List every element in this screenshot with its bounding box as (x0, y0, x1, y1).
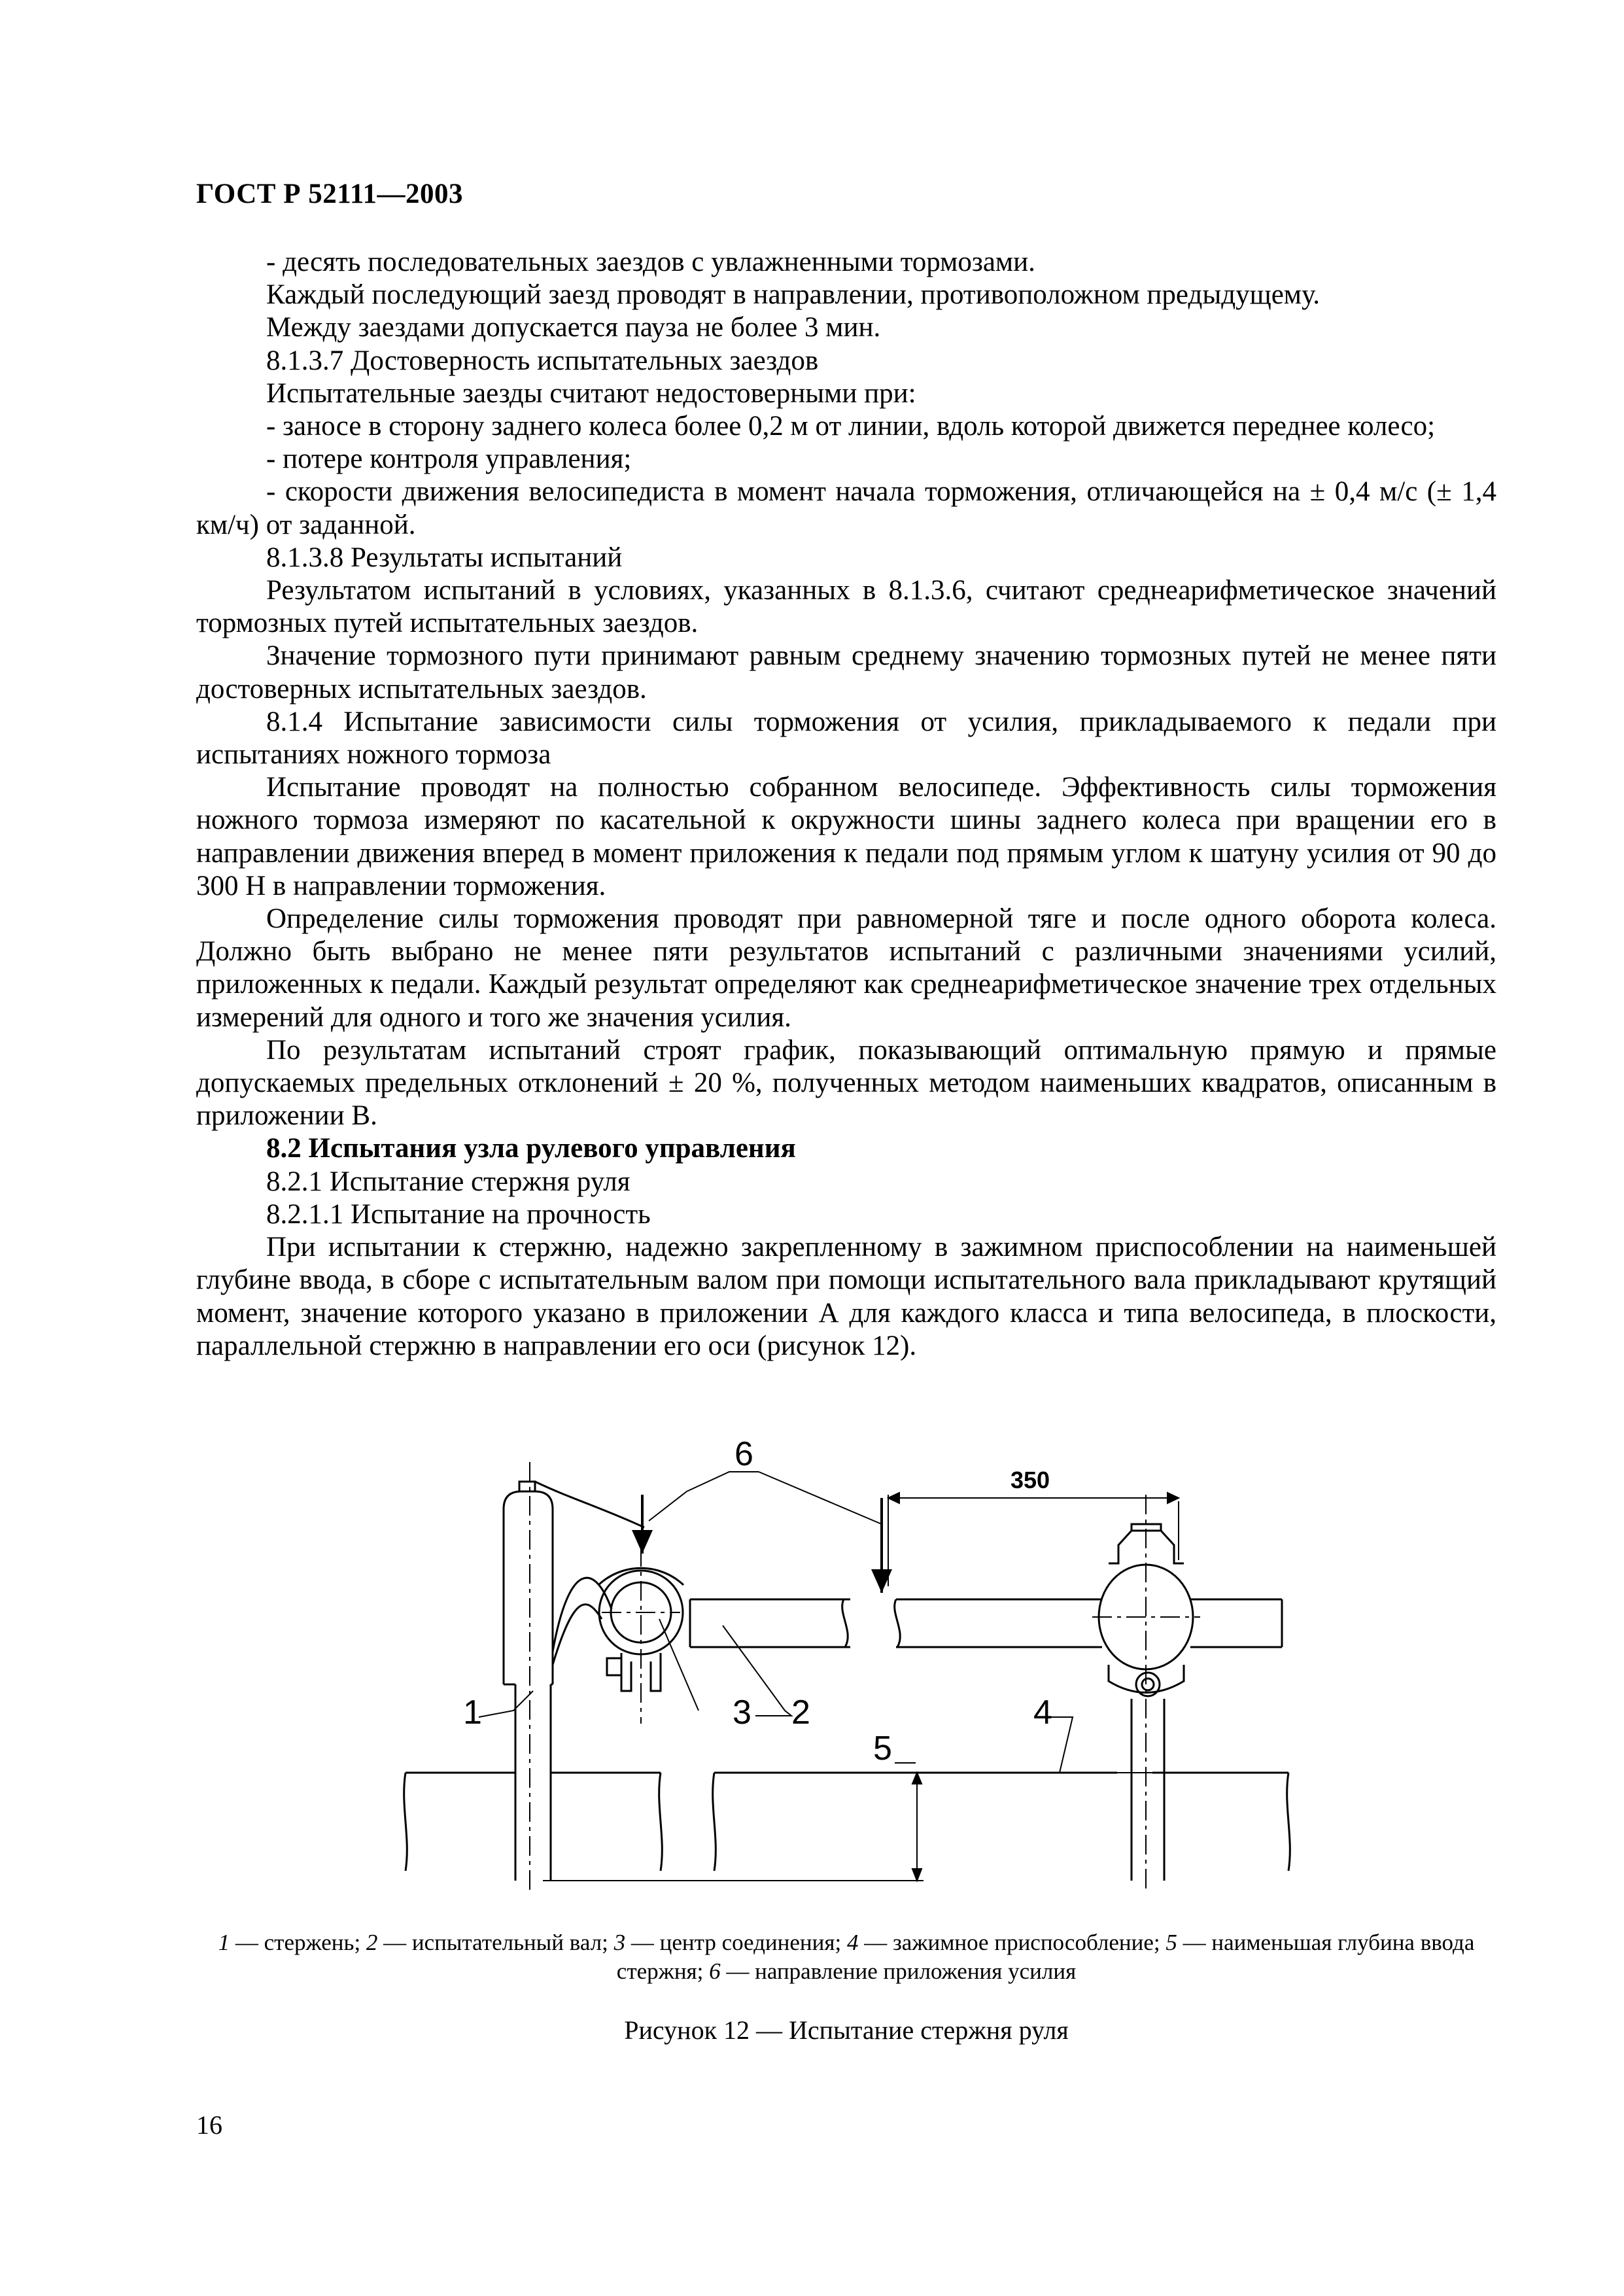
legend-text: — зажимное приспособление; (858, 1930, 1166, 1955)
legend-text: — испытательный вал; (377, 1930, 614, 1955)
figure-legend (196, 1928, 1496, 1986)
paragraph: Значение тормозного пути принимают равным среднему значению тормозных путей не менее пяти достоверных испытательных заездов. (196, 640, 1496, 704)
callout-2: 2 (791, 1694, 810, 1731)
paragraph: Испытание проводят на полностью собранном велосипеде. Эффективность силы торможения ножного тормоза измеряют по касательной к окружности шины заднего колеса при вращении его в направлении движения вперед в момент приложения к педали под прямым углом к шатуну усилия от 90 до 300 Н в направлении торможения. (196, 772, 1496, 901)
paragraph: 8.2.1 Испытание стержня руля (266, 1166, 631, 1197)
figure-12 (379, 1397, 1321, 1913)
paragraph: 8.2.1.1 Испытание на прочность (266, 1198, 651, 1230)
paragraph: Определение силы торможения проводят при равномерной тяге и после одного оборота колеса. Должно быть выбрано не менее пяти результатов испытаний с различными значениями усилий, приложенных к педали. Каждый результат определяют как среднеарифметическое значение трех отдельных измерений для одного и того же значения усилия. (196, 903, 1496, 1033)
page-number: 16 (196, 2110, 222, 2140)
paragraph: - скорости движения велосипедиста в момент начала торможения, отличающейся на ± 0,4 м/с (± 1,4 км/ч) от заданной. (196, 476, 1496, 540)
paragraph: По результатам испытаний строят график, показывающий оптимальную прямую и прямые допускаемых предельных отклонений ± 20 %, полученных методом наименьших квадратов, описанным в приложении В. (196, 1034, 1496, 1132)
stem (504, 1482, 644, 1881)
dimension-value: 350 (1011, 1467, 1050, 1493)
leader-6 (649, 1472, 882, 1524)
clamping-device (713, 1773, 1290, 1871)
paragraph: 8.2 Испытания узла рулевого управления (266, 1133, 796, 1164)
callout-4: 4 (1033, 1694, 1052, 1731)
legend-number: 3 (613, 1930, 626, 1955)
paragraph: При испытании к стержню, надежно закрепленному в зажимном приспособлении на наименьшей глубине ввода, в сборе с испытательным валом при помощи испытательного вала прикладывают крутящий момент, значение которого указано в приложении А для каждого класса и типа велосипеда, в плоскости, параллельной стержню в направлении его оси (рисунок 12). (196, 1232, 1496, 1361)
paragraph: 8.1.4 Испытание зависимости силы торможения от усилия, прикладываемого к педали при испытаниях ножного тормоза (196, 706, 1496, 771)
paragraph: Каждый последующий заезд проводят в направлении, противоположном предыдущему. (266, 279, 1320, 311)
body-text (196, 246, 1496, 1363)
legend-number: 2 (366, 1930, 378, 1955)
callout-5: 5 (873, 1730, 892, 1767)
paragraph: Результатом испытаний в условиях, указанных в 8.1.3.6, считают среднеарифметическое значений тормозных путей испытательных заездов. (196, 575, 1496, 639)
paragraph: Между заездами допускается пауза не более 3 мин. (266, 312, 881, 343)
legend-text: — направление приложения усилия (720, 1958, 1077, 1984)
callout-6: 6 (734, 1435, 753, 1473)
document-header: ГОСТ Р 52111—2003 (196, 179, 464, 209)
paragraph: - заносе в сторону заднего колеса более 0,2 м от линии, вдоль которой движется переднее колесо; (266, 411, 1436, 442)
paragraph: - потере контроля управления; (266, 444, 632, 475)
callout-leaders (479, 1619, 1073, 1773)
left-clamp (404, 1773, 663, 1871)
legend-number: 1 (218, 1930, 230, 1955)
legend-number: 4 (846, 1930, 859, 1955)
legend-text: — наименьшая глубина ввода стержня; (616, 1930, 1475, 1984)
legend-number: 5 (1166, 1930, 1177, 1955)
figure-12-drawing (379, 1397, 1321, 1913)
depth-dimension (543, 1773, 1190, 1881)
legend-number: 6 (709, 1958, 721, 1984)
figure-caption: Рисунок 12 — Испытание стержня руля (624, 2015, 1069, 2045)
paragraph: Испытательные заезды считают недостоверными при: (266, 377, 916, 409)
paragraph: 8.1.3.8 Результаты испытаний (266, 542, 623, 573)
callout-1: 1 (463, 1694, 482, 1731)
callout-3: 3 (733, 1694, 752, 1731)
legend-text: — центр соединения; (625, 1930, 847, 1955)
paragraph: 8.1.3.7 Достоверность испытательных заездов (266, 345, 819, 376)
dimension-350 (888, 1493, 1179, 1586)
legend-text: — стержень; (230, 1930, 366, 1955)
paragraph: - десять последовательных заездов с увлажненными тормозами. (266, 247, 1035, 277)
